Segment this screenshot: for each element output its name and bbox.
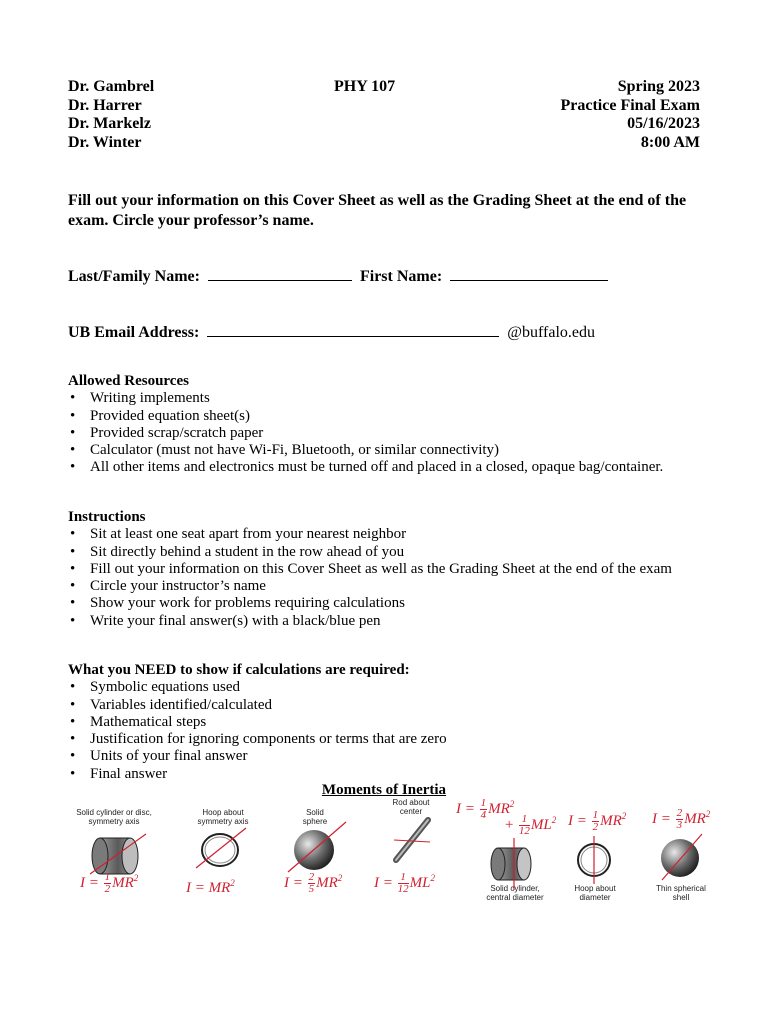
label-hoop-diameter: Hoop about diameter: [574, 884, 616, 902]
professor-name: Dr. Gambrel: [68, 78, 155, 95]
list-item: • Sit at least one seat apart from your nearest neighbor: [68, 526, 708, 543]
email-label: UB Email Address:: [68, 324, 200, 341]
email-suffix: @buffalo.edu: [507, 324, 596, 341]
label-thin-shell: Thin spherical shell: [656, 884, 706, 902]
list-item: • Symbolic equations used: [68, 679, 708, 696]
section-title: Instructions: [68, 509, 146, 525]
email-blank[interactable]: [207, 322, 499, 337]
label-rod-center: Rod about center: [392, 798, 430, 816]
list-item: • Calculator (must not have Wi-Fi, Bluetooth, or similar connectivity): [68, 442, 708, 459]
solid-cylinder-icon: [90, 834, 146, 874]
eq-rod-center: I = $\frac{1}{12}$ $ML^2$: [374, 871, 435, 895]
list-item: • Justification for ignoring components or terms that are zero: [68, 731, 708, 748]
exam-term: Spring 2023: [617, 78, 700, 95]
professor-name: Dr. Markelz: [68, 115, 151, 133]
list-item: • Writing implements: [68, 390, 708, 407]
section-title: Allowed Resources: [68, 373, 189, 389]
section-title: What you NEED to show if calculations are required:: [68, 662, 410, 678]
label-solid-sphere: Solid sphere: [302, 808, 328, 826]
exam-info: [560, 78, 700, 153]
label-hoop-symmetry: Hoop about symmetry axis: [197, 808, 249, 826]
hoop-diameter-icon: [578, 836, 610, 884]
thin-shell-icon: [661, 834, 702, 880]
list-item: • Provided scrap/scratch paper: [68, 425, 708, 442]
label-solid-cylinder: Solid cylinder or disc, symmetry axis: [76, 808, 152, 826]
hoop-symmetry-icon: [196, 828, 246, 868]
intro-instruction: Fill out your information on this Cover Sheet as well as the Grading Sheet at the end of the exam. Circle your professor’s name.: [68, 192, 687, 229]
last-name-blank[interactable]: [208, 266, 352, 281]
list-item: • All other items and electronics must be turned off and placed in a closed, opaque bag/container.: [68, 459, 708, 476]
list-item: • Final answer: [68, 766, 708, 783]
course-code-text: PHY 107: [334, 78, 396, 95]
email-field-row: [68, 322, 595, 342]
list-item: • Write your final answer(s) with a black/blue pen: [68, 613, 708, 630]
moments-of-inertia-figure: [62, 798, 722, 906]
label-solid-cylinder-central: Solid cylinder, central diameter: [486, 884, 544, 902]
allowed-resources: [68, 373, 708, 477]
name-field-row: [68, 266, 612, 286]
list-item: • Sit directly behind a student in the row ahead of you: [68, 544, 708, 561]
eq-solid-cylinder: I = $\frac{1}{2}$ $MR^2$: [80, 871, 139, 895]
calculation-requirements: [68, 662, 708, 783]
professor-name: Dr. Winter: [68, 134, 142, 152]
rod-icon: [394, 820, 430, 860]
solid-sphere-icon: [288, 822, 346, 872]
first-name-label: First Name:: [359, 268, 443, 285]
list-item: • Variables identified/calculated: [68, 697, 708, 714]
eq-hoop-symmetry: $I = MR^2$: [186, 878, 235, 896]
eq-solid-sphere: I = $\frac{2}{5}$ $MR^2$: [284, 871, 343, 895]
instructions: [68, 509, 708, 630]
eq-hoop-diameter: I = $\frac{1}{2}$ $MR^2$: [568, 809, 627, 833]
eq-cylinder-central-part1: I = $\frac{1}{4}$ $MR^2$: [456, 797, 515, 821]
course-code: [334, 78, 395, 97]
list-item: • Circle your instructor’s name: [68, 578, 708, 595]
first-name-blank[interactable]: [450, 266, 608, 281]
solid-cylinder-central-icon: [491, 838, 531, 890]
list-item: • Show your work for problems requiring calculations: [68, 595, 708, 612]
last-name-label: Last/Family Name:: [68, 268, 200, 285]
moments-title: Moments of Inertia: [321, 782, 447, 798]
exam-date: 05/16/2023: [627, 115, 700, 133]
list-item: • Mathematical steps: [68, 714, 708, 731]
list-item: • Provided equation sheet(s): [68, 408, 708, 425]
exam-time: 8:00 AM: [640, 134, 700, 152]
eq-cylinder-central-part2: + $\frac{1}{12}$ $ML^2$: [504, 813, 557, 837]
list-item: • Fill out your information on this Cover Sheet as well as the Grading Sheet at the end of the exam: [68, 561, 708, 578]
professor-list: [68, 78, 154, 153]
exam-title: Practice Final Exam: [560, 96, 700, 114]
list-item: • Units of your final answer: [68, 748, 708, 765]
eq-thin-shell: I = $\frac{2}{3}$ $MR^2$: [652, 807, 711, 831]
professor-name: Dr. Harrer: [68, 96, 142, 114]
